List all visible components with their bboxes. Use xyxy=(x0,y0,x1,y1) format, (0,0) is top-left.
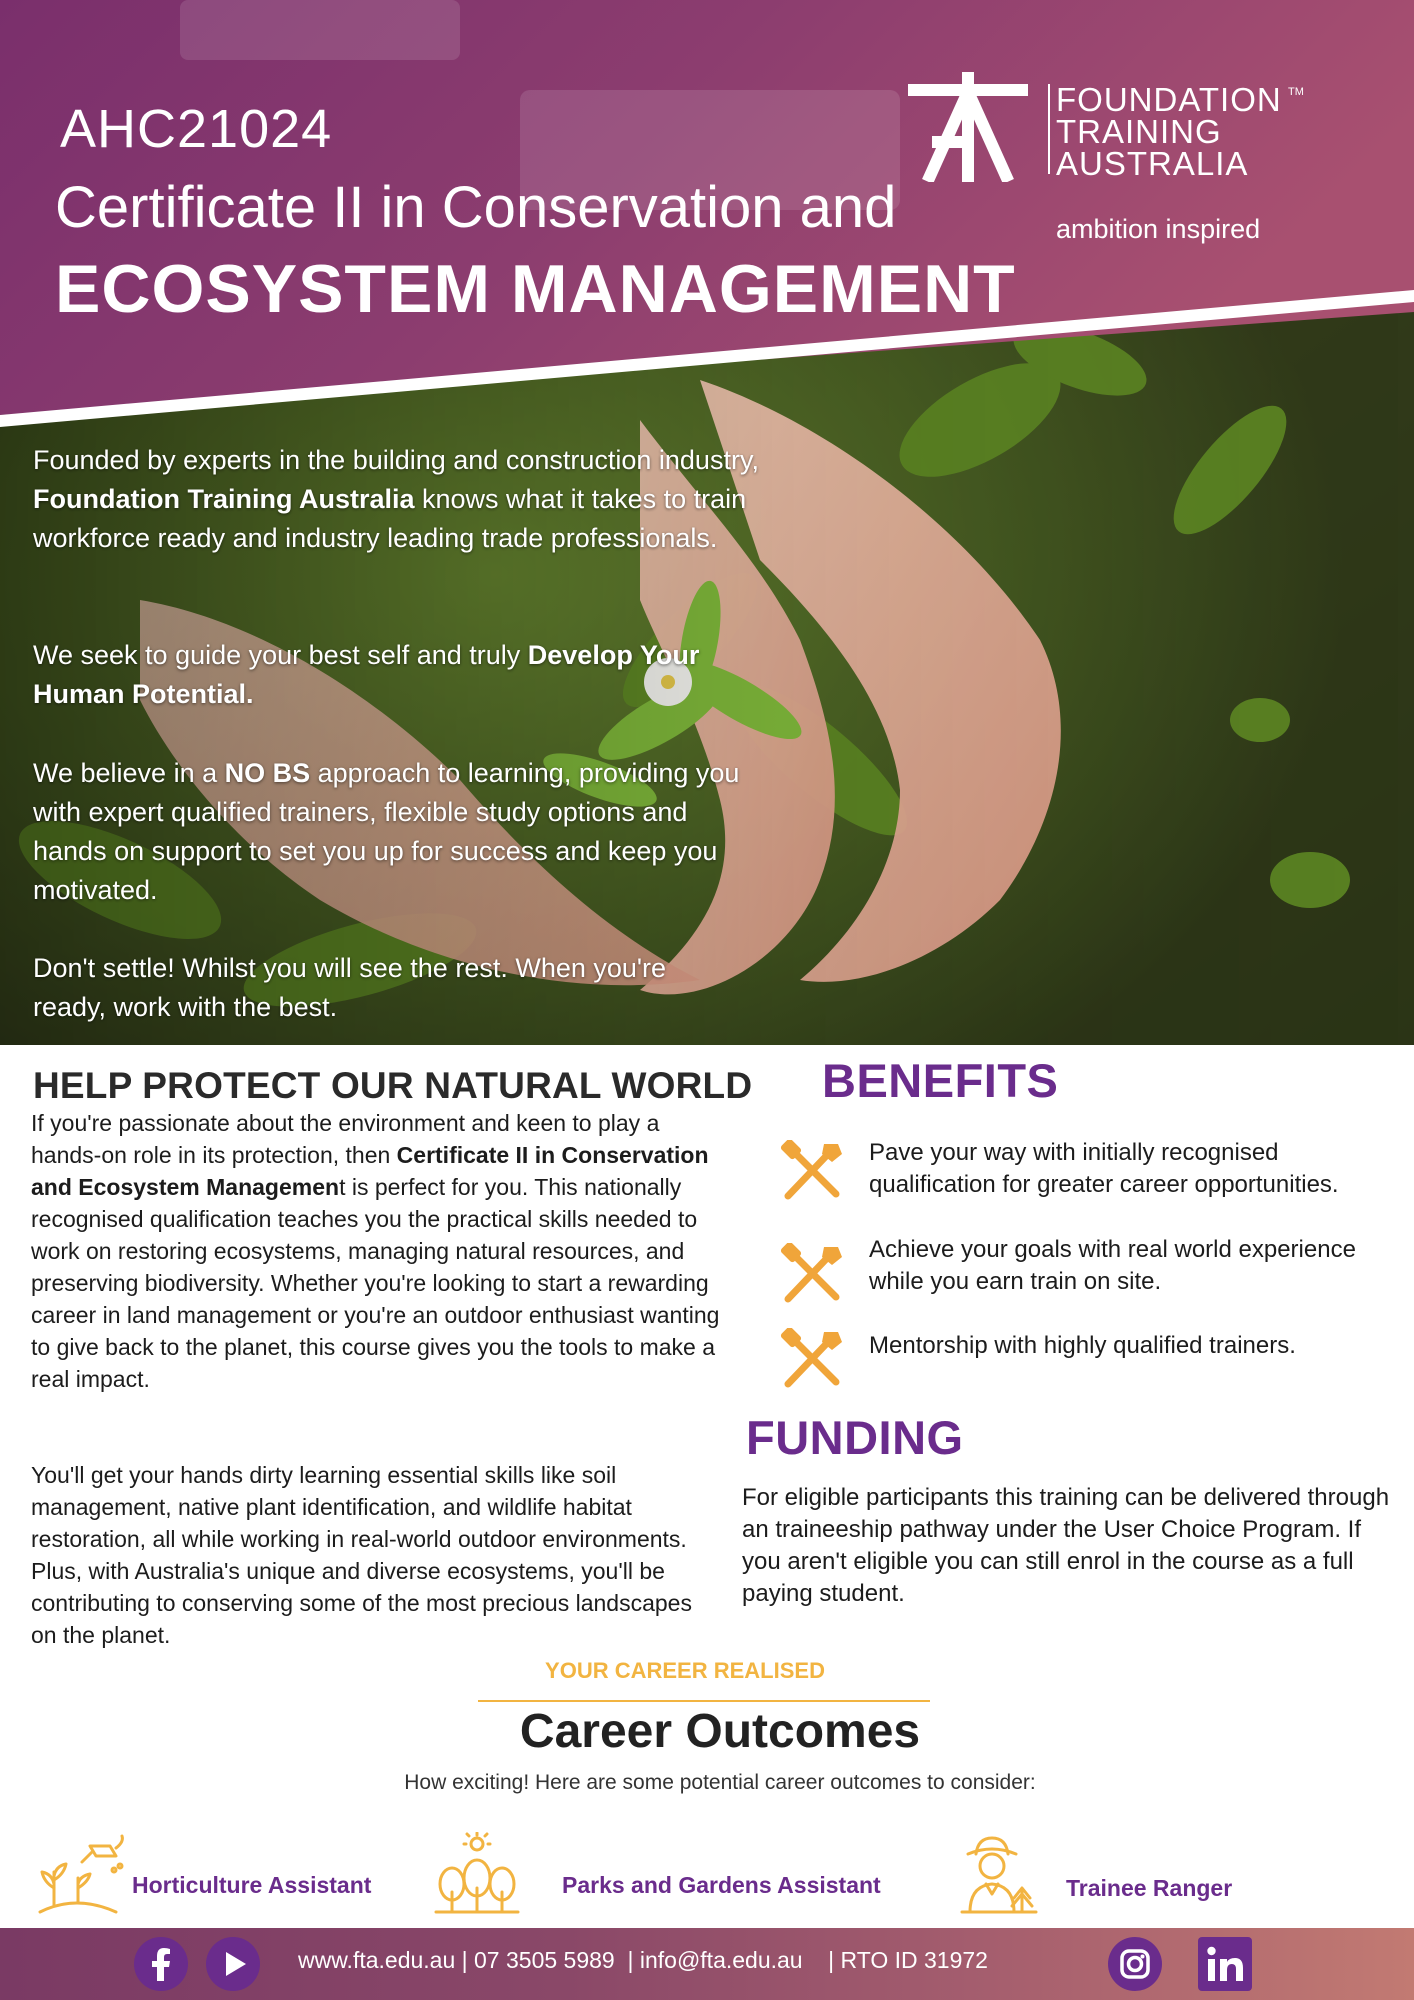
text-run: Don't settle! Whilst you will see the rest. When you're ready, work with the best. xyxy=(33,953,667,1022)
benefit-item-2: Achieve your goals with real world experience while you earn train on site. xyxy=(869,1236,1356,1295)
text-run: t is perfect for you. This nationally recognised qualification teaches you the practical skills needed to work on restoring ecosystems, managing natural resources, and preserving biodiversity. Whether you're looking to start a rewarding career in land management or you're an outdoor enthusiast wanting to give back to the planet, this course gives you the tools to make a real impact. xyxy=(31,1174,720,1392)
course-title-line2: ECOSYSTEM MANAGEMENT xyxy=(55,251,1016,327)
career-intro: How exciting! Here are some potential career outcomes to consider: xyxy=(404,1771,1036,1794)
protect-paragraph-1 xyxy=(31,1107,721,1395)
career-kicker: YOUR CAREER REALISED xyxy=(545,1658,825,1683)
text-run: Founded by experts in the building and construction industry, xyxy=(33,445,759,475)
text-run: knows what it takes to train workforce ready and industry leading trade professionals. xyxy=(33,484,747,553)
linkedin-icon[interactable] xyxy=(1198,1937,1252,1991)
text-run: We seek to guide your best self and truly xyxy=(33,640,528,670)
text-run: We believe in a xyxy=(33,758,225,788)
text-run: approach to learning, providing you with expert qualified trainers, flexible study options and hands on support to set you up for success and keep you motivated. xyxy=(33,758,740,905)
career-divider xyxy=(478,1700,930,1702)
logo-word-australia: AUSTRALIA xyxy=(1056,145,1249,182)
footer-bar xyxy=(0,1928,1414,2000)
logo-word-training: TRAINING xyxy=(1056,113,1222,150)
intro-paragraph-3 xyxy=(33,754,753,910)
tools-icon xyxy=(776,1140,848,1204)
emphasis-text: NO BS xyxy=(224,758,311,788)
gardening-icon xyxy=(36,1832,126,1916)
protect-heading: HELP PROTECT OUR NATURAL WORLD xyxy=(33,1065,753,1106)
emphasis-text: Certificate II in Conservation and Ecosystem Managemen xyxy=(31,1142,709,1200)
tools-icon xyxy=(776,1243,848,1307)
ranger-icon xyxy=(952,1832,1042,1916)
tools-icon xyxy=(776,1328,848,1392)
protect-paragraph-2 xyxy=(31,1459,721,1651)
fta-logo xyxy=(908,72,1318,252)
course-title-line1: Certificate II in Conservation and xyxy=(55,175,897,240)
intro-paragraph-4 xyxy=(33,949,723,1027)
text-run: You'll get your hands dirty learning essential skills like soil management, native plant identification, and wildlife habitat restoration, all while working in real-world outdoor environments. Plus, with Australia's unique and diverse ecosystems, you'll be contributing to conserving some of the most precious landscapes on the planet. xyxy=(31,1462,692,1648)
youtube-icon[interactable] xyxy=(206,1937,260,1991)
outcome-trainee-ranger: Trainee Ranger xyxy=(1066,1875,1233,1901)
intro-paragraph-1 xyxy=(33,441,763,558)
logo-divider xyxy=(1048,84,1050,174)
trees-icon xyxy=(432,1832,522,1916)
benefit-item-3: Mentorship with highly qualified trainers. xyxy=(869,1332,1296,1359)
funding-heading: FUNDING xyxy=(746,1411,964,1464)
logo-tagline: ambition inspired xyxy=(1056,214,1261,244)
text-run: If you're passionate about the environment and keen to play a hands-on role in its protection, then xyxy=(31,1110,660,1168)
instagram-icon[interactable] xyxy=(1108,1937,1162,1991)
benefit-item-1: Pave your way with initially recognised qualification for greater career opportunities. xyxy=(869,1139,1339,1198)
career-title: Career Outcomes xyxy=(519,1705,921,1758)
emphasis-text: Develop Your Human Potential. xyxy=(33,640,700,709)
facebook-icon[interactable] xyxy=(134,1937,188,1991)
funding-text: For eligible participants this training can be delivered through an traineeship pathway under the User Choice Program. If you aren't eligible you can still enrol in the course as a full paying student. xyxy=(742,1484,1390,1607)
outcome-parks-gardens-assistant: Parks and Gardens Assistant xyxy=(562,1872,881,1898)
footer-contact: www.fta.edu.au | 07 3505 5989 | info@fta.edu.au | RTO ID 31972 xyxy=(298,1947,988,1973)
fta-logo-mark-icon xyxy=(908,72,1028,182)
logo-word-foundation: FOUNDATION xyxy=(1056,81,1282,118)
outcome-horticulture-assistant: Horticulture Assistant xyxy=(132,1872,372,1898)
logo-trademark: TM xyxy=(1288,86,1304,98)
emphasis-text: Foundation Training Australia xyxy=(33,484,415,514)
intro-paragraph-2 xyxy=(33,636,733,714)
benefits-heading: BENEFITS xyxy=(822,1054,1059,1107)
course-code: AHC21024 xyxy=(60,99,333,159)
